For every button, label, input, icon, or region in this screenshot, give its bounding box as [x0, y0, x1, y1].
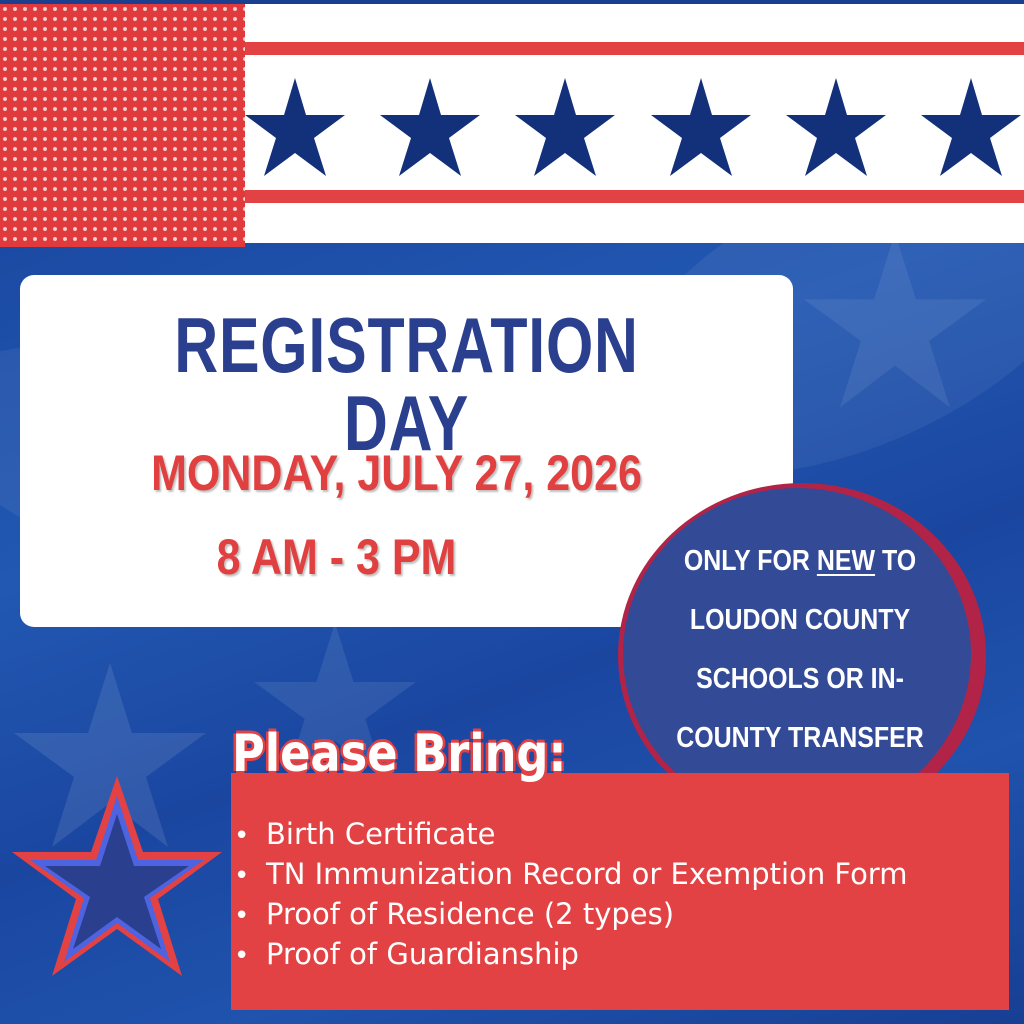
- faded-star-icon: [800, 243, 990, 413]
- red-stripe: [245, 42, 1024, 55]
- bullet-icon: •: [234, 941, 250, 971]
- event-time: 8 AM - 3 PM: [216, 529, 457, 585]
- star-icon: [786, 78, 886, 176]
- list-item: [234, 855, 907, 895]
- star-icon: [245, 78, 345, 176]
- bullet-icon: •: [234, 821, 250, 851]
- list-item-label: Proof of Guardianship: [266, 937, 579, 971]
- red-stripe: [245, 190, 1024, 203]
- eligibility-emphasis: NEW: [816, 545, 876, 577]
- event-date: MONDAY, JULY 27, 2026: [151, 445, 642, 501]
- star-icon: [651, 78, 751, 176]
- eligibility-suffix: TO: [875, 545, 917, 577]
- star-icon: [515, 78, 615, 176]
- polka-dot-panel: [0, 4, 245, 247]
- page-title: REGISTRATION DAY: [174, 301, 639, 467]
- list-item: [234, 815, 907, 855]
- bring-list: [234, 815, 907, 975]
- eligibility-prefix: ONLY FOR: [683, 545, 817, 577]
- list-item-label: Birth Certificate: [266, 817, 496, 851]
- bullet-icon: •: [234, 901, 250, 931]
- stars-row: [245, 76, 1024, 180]
- list-item: [234, 895, 907, 935]
- eligibility-line: SCHOOLS OR IN-: [696, 663, 904, 695]
- bullet-icon: •: [234, 861, 250, 891]
- star-icon: [10, 774, 224, 980]
- eligibility-line: COUNTY TRANSFER: [676, 722, 924, 754]
- list-item-label: Proof of Residence (2 types): [266, 897, 675, 931]
- list-item-label: TN Immunization Record or Exemption Form: [266, 857, 908, 891]
- eligibility-line: LOUDON COUNTY: [689, 604, 911, 636]
- top-banner: [0, 0, 1024, 243]
- star-icon: [380, 78, 480, 176]
- list-item: [234, 935, 907, 975]
- bring-heading: Please Bring:: [232, 724, 567, 784]
- star-icon: [921, 78, 1021, 176]
